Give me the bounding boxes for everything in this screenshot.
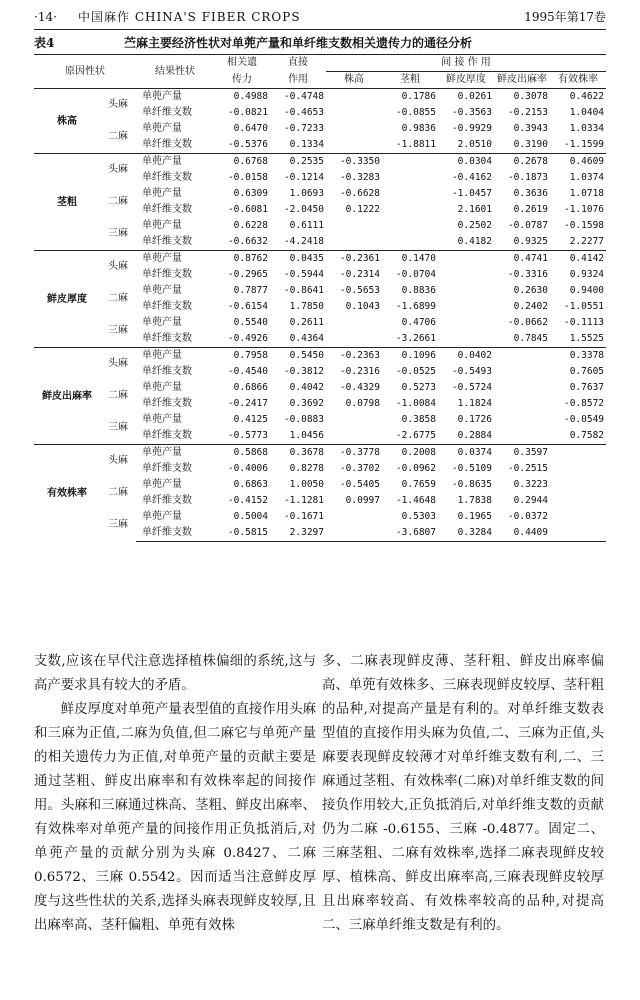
direct-value: 0.3692	[289, 398, 324, 409]
indirect-value: -0.3350	[326, 154, 382, 171]
indirect-value	[438, 251, 494, 268]
corr-value: 0.6863	[233, 479, 268, 490]
indirect-value: 0.3943	[513, 123, 548, 134]
indirect-value: -0.8572	[563, 398, 605, 409]
indirect-value: -1.0457	[451, 188, 492, 199]
indirect-value	[326, 137, 382, 154]
trait-label: 株高	[34, 89, 100, 154]
direct-value: 1.0693	[289, 188, 324, 199]
corr-value: 0.5868	[214, 445, 270, 462]
corr-value: -0.2417	[227, 398, 268, 409]
indirect-value: -0.2363	[326, 348, 382, 365]
header-corr-2: 传力	[214, 72, 270, 89]
indirect-value: 0.2619	[513, 204, 548, 215]
indirect-value: 1.0718	[569, 188, 605, 199]
result-trait: 单纤维支数	[142, 107, 192, 118]
result-trait: 单蔸产量	[142, 479, 182, 490]
indirect-value: 0.7582	[569, 430, 605, 441]
indirect-value: -0.6628	[339, 188, 380, 199]
indirect-value: 2.2277	[569, 236, 605, 247]
table-caption	[34, 34, 606, 52]
indirect-value: -0.0549	[563, 414, 605, 425]
indirect-value: -1.1076	[563, 204, 605, 215]
direct-value: -0.7233	[283, 123, 324, 134]
harvest-label: 二麻	[108, 293, 128, 304]
indirect-value	[438, 283, 494, 299]
indirect-value	[550, 461, 606, 477]
indirect-value: -0.2153	[507, 107, 548, 118]
indirect-value: -2.6775	[395, 430, 436, 441]
result-trait: 单纤维支数	[136, 525, 214, 542]
harvest-label: 头麻	[100, 89, 136, 122]
indirect-value	[326, 315, 382, 331]
indirect-value: 0.0304	[438, 154, 494, 171]
indirect-value: 0.3284	[438, 525, 494, 542]
harvest-label: 三麻	[108, 325, 128, 336]
path-analysis-table	[34, 54, 606, 542]
page-header	[34, 8, 606, 26]
direct-value: 0.0435	[270, 251, 326, 268]
indirect-value: 2.0510	[457, 139, 492, 150]
indirect-value	[326, 525, 382, 542]
indirect-value: -0.5109	[451, 463, 492, 474]
table-row	[34, 283, 606, 299]
indirect-value	[326, 89, 382, 106]
corr-value: 0.6228	[233, 220, 268, 231]
result-trait: 单蔸产量	[142, 414, 182, 425]
indirect-value: -0.5653	[339, 285, 380, 296]
direct-value: 0.5450	[270, 348, 326, 365]
indirect-value: 0.0798	[345, 398, 380, 409]
indirect-value	[550, 493, 606, 509]
indirect-value: 0.8836	[401, 285, 436, 296]
table-row	[34, 477, 606, 493]
trait-label: 鲜皮厚度	[34, 251, 100, 348]
header-direct: 直接	[270, 55, 326, 72]
indirect-value	[494, 364, 550, 380]
indirect-value	[550, 445, 606, 462]
harvest-label: 三麻	[108, 422, 128, 433]
indirect-value: 0.4409	[494, 525, 550, 542]
indirect-value: 0.0261	[438, 89, 494, 106]
indirect-value: 1.0374	[569, 172, 605, 183]
indirect-value: -0.2361	[326, 251, 382, 268]
table-row	[34, 380, 606, 396]
corr-value: -0.0821	[227, 107, 268, 118]
header-corr: 相关遗	[214, 55, 270, 72]
corr-value: 0.6866	[233, 382, 268, 393]
table-row	[34, 348, 606, 365]
result-trait: 单纤维支数	[142, 495, 192, 506]
corr-value: -0.6632	[227, 236, 268, 247]
indirect-value: -0.0662	[507, 317, 548, 328]
table-row	[34, 315, 606, 331]
text-column-right	[322, 650, 604, 938]
indirect-value: 0.2008	[382, 445, 438, 462]
header-direct-2: 作用	[270, 72, 326, 89]
direct-value: -1.1281	[283, 495, 324, 506]
indirect-value: -0.3778	[326, 445, 382, 462]
direct-value: -0.0883	[283, 414, 324, 425]
indirect-value	[382, 154, 438, 171]
result-trait: 单蔸产量	[136, 348, 214, 365]
header-sub: 鲜皮出麻率	[494, 72, 550, 89]
direct-value: 0.1334	[289, 139, 324, 150]
result-trait: 单蔸产量	[142, 188, 182, 199]
corr-value: -0.2965	[227, 269, 268, 280]
corr-value: -0.4006	[227, 463, 268, 474]
indirect-value: -1.0551	[563, 301, 605, 312]
indirect-value	[382, 234, 438, 251]
header-indirect: 间 接 作 用	[326, 55, 606, 72]
indirect-value: -1.1599	[563, 139, 605, 150]
corr-value: -0.5773	[227, 430, 268, 441]
harvest-label: 二麻	[108, 196, 128, 207]
indirect-value: 0.1965	[457, 511, 492, 522]
indirect-value: -0.5405	[339, 479, 380, 490]
indirect-value	[382, 218, 438, 234]
direct-value: -0.4748	[270, 89, 326, 106]
indirect-value: 0.1726	[457, 414, 492, 425]
indirect-value	[326, 509, 382, 525]
indirect-value	[382, 170, 438, 186]
indirect-value: 1.0334	[569, 123, 605, 134]
indirect-value: -0.0962	[395, 463, 436, 474]
indirect-value	[326, 218, 382, 234]
indirect-value: 0.2884	[457, 430, 492, 441]
indirect-value	[494, 348, 550, 365]
direct-value: 0.2611	[289, 317, 324, 328]
indirect-value: 1.1824	[457, 398, 492, 409]
harvest-label: 三麻	[108, 519, 128, 531]
indirect-value: 0.3858	[401, 414, 436, 425]
indirect-value: 0.1043	[345, 301, 380, 312]
journal-volume: 1995年第17卷	[524, 10, 606, 24]
indirect-value: 0.7845	[513, 333, 548, 344]
indirect-value	[438, 299, 494, 315]
direct-value: 1.0456	[289, 430, 324, 441]
corr-value: -0.5376	[227, 139, 268, 150]
indirect-value: 2.1601	[457, 204, 492, 215]
harvest-label: 二麻	[108, 131, 128, 142]
trait-label: 有效株率	[34, 445, 100, 542]
indirect-value: 0.2630	[513, 285, 548, 296]
corr-value: -0.4926	[227, 333, 268, 344]
result-trait: 单纤维支数	[142, 430, 192, 441]
direct-value: -0.5944	[283, 269, 324, 280]
indirect-value	[382, 202, 438, 218]
indirect-value: 0.4622	[550, 89, 606, 106]
result-trait: 单蔸产量	[142, 220, 182, 231]
indirect-value	[382, 186, 438, 202]
result-trait: 单纤维支数	[142, 204, 192, 215]
direct-value: -0.8641	[283, 285, 324, 296]
indirect-value: 0.4741	[494, 251, 550, 268]
result-trait: 单纤维支数	[142, 333, 192, 344]
header-sub: 有效株率	[550, 72, 606, 89]
indirect-value: 0.3078	[494, 89, 550, 106]
indirect-value: -0.1598	[563, 220, 605, 231]
indirect-value	[494, 428, 550, 445]
table-number: 表4	[34, 36, 55, 50]
result-trait: 单蔸产量	[142, 123, 182, 134]
indirect-value: 0.9836	[401, 123, 436, 134]
table-row	[34, 218, 606, 234]
indirect-value: -0.2515	[507, 463, 548, 474]
indirect-value: 0.3636	[513, 188, 548, 199]
indirect-value	[550, 525, 606, 542]
indirect-value: -0.3283	[339, 172, 380, 183]
indirect-value: -0.3563	[451, 107, 492, 118]
indirect-value	[326, 331, 382, 348]
indirect-value: -1.6899	[395, 301, 436, 312]
indirect-value: 0.0374	[438, 445, 494, 462]
result-trait: 单纤维支数	[142, 398, 192, 409]
indirect-value	[550, 477, 606, 493]
indirect-value: 0.1470	[382, 251, 438, 268]
trait-label: 茎粗	[34, 154, 100, 251]
indirect-value: -0.4162	[451, 172, 492, 183]
result-trait: 单蔸产量	[136, 445, 214, 462]
indirect-value: -3.2661	[395, 333, 436, 344]
corr-value: -0.6081	[227, 204, 268, 215]
result-trait: 单纤维支数	[142, 301, 192, 312]
direct-value: 0.6111	[289, 220, 324, 231]
corr-value: 0.5540	[233, 317, 268, 328]
indirect-value: -0.0525	[395, 366, 436, 377]
indirect-value: 0.9324	[569, 269, 605, 280]
indirect-value: 0.0402	[438, 348, 494, 365]
indirect-value	[494, 412, 550, 428]
direct-value: -0.4653	[283, 107, 324, 118]
table-row	[34, 251, 606, 268]
corr-value: 0.6309	[233, 188, 268, 199]
indirect-value	[438, 315, 494, 331]
indirect-value: -0.8635	[451, 479, 492, 490]
result-trait: 单蔸产量	[142, 285, 182, 296]
result-trait: 单纤维支数	[142, 463, 192, 474]
indirect-value: 0.3378	[550, 348, 606, 365]
direct-value: 0.4364	[289, 333, 324, 344]
indirect-value: 0.7659	[401, 479, 436, 490]
result-trait: 单纤维支数	[142, 139, 192, 150]
direct-value: -0.3812	[283, 366, 324, 377]
indirect-value: 0.1222	[345, 204, 380, 215]
header-rule	[34, 29, 606, 30]
result-trait: 单蔸产量	[136, 154, 214, 171]
indirect-value: 1.7838	[457, 495, 492, 506]
indirect-value: -1.4648	[395, 495, 436, 506]
indirect-value: 0.4182	[457, 236, 492, 247]
indirect-value: 0.3223	[513, 479, 548, 490]
indirect-value: -0.0704	[395, 269, 436, 280]
result-trait: 单蔸产量	[142, 511, 182, 522]
indirect-value: 0.4609	[550, 154, 606, 171]
indirect-value: 0.3597	[494, 445, 550, 462]
corr-value: 0.4988	[214, 89, 270, 106]
indirect-value: 0.5273	[401, 382, 436, 393]
indirect-value: -0.5724	[451, 382, 492, 393]
direct-value: 2.3297	[270, 525, 326, 542]
text-column-left	[34, 650, 316, 938]
table-row	[34, 412, 606, 428]
table-row	[34, 445, 606, 462]
indirect-value: -0.1113	[563, 317, 605, 328]
indirect-value: -1.0084	[395, 398, 436, 409]
direct-value: -2.0450	[283, 204, 324, 215]
indirect-value	[550, 509, 606, 525]
indirect-value: 0.3190	[513, 139, 548, 150]
indirect-value: -0.0855	[395, 107, 436, 118]
direct-value: 1.7850	[289, 301, 324, 312]
indirect-value: 0.1786	[382, 89, 438, 106]
indirect-value: -0.0787	[507, 220, 548, 231]
indirect-value	[326, 234, 382, 251]
corr-value: -0.5815	[214, 525, 270, 542]
result-trait: 单纤维支数	[142, 172, 192, 183]
direct-value: 1.0050	[289, 479, 324, 490]
indirect-value: 0.2402	[513, 301, 548, 312]
paragraph: 多、二麻表现鲜皮薄、茎秆粗、鲜皮出麻率偏高、单蔸有效株多、三麻表现鲜皮较厚、茎秆粗的品种,对提高产量是有利的。对单纤维支数表型值的直接作用头麻为负值,二、三麻为正值,头麻要表现鲜皮较薄才对单纤维支数有利,二、三麻通过茎粗、有效株率(二麻)对单纤维支数的间接负作用较大,正负抵消后,对单纤维支数的贡献仍为二麻 -0.6155、三麻 -0.4877。固定二、三麻茎粗、二麻有效株率,选择二麻表现鲜皮较厚、植株高、鲜皮出麻率高,三麻表现鲜皮较厚且出麻率较高、有效株率较高的品种,对提高二、三麻单纤维支数是有利的。	[322, 654, 604, 933]
header-cause: 原因性状	[34, 55, 136, 89]
table-row	[34, 509, 606, 525]
indirect-value: 0.1096	[382, 348, 438, 365]
indirect-value: 0.2678	[494, 154, 550, 171]
indirect-value: 0.4706	[401, 317, 436, 328]
direct-value: -0.1671	[283, 511, 324, 522]
corr-value: 0.6470	[233, 123, 268, 134]
indirect-value: 0.2502	[457, 220, 492, 231]
indirect-value: 0.7637	[569, 382, 605, 393]
corr-value: 0.6768	[214, 154, 270, 171]
indirect-value: -0.0372	[507, 511, 548, 522]
header-result: 结果性状	[136, 55, 214, 89]
result-trait: 单蔸产量	[136, 251, 214, 268]
indirect-value: -0.2314	[339, 269, 380, 280]
indirect-value: 0.5303	[401, 511, 436, 522]
indirect-value: 1.5525	[569, 333, 605, 344]
result-trait: 单纤维支数	[142, 269, 192, 280]
corr-value: 0.7958	[214, 348, 270, 365]
indirect-value: -0.4329	[339, 382, 380, 393]
corr-value: 0.5004	[233, 511, 268, 522]
indirect-value: -0.9929	[451, 123, 492, 134]
result-trait: 单蔸产量	[136, 89, 214, 106]
header-sub: 茎粗	[382, 72, 438, 89]
header-sub: 株高	[326, 72, 382, 89]
indirect-value: -0.1873	[507, 172, 548, 183]
indirect-value: -0.5493	[451, 366, 492, 377]
indirect-value: -0.2316	[339, 366, 380, 377]
harvest-label: 头麻	[100, 348, 136, 381]
trait-label: 鲜皮出麻率	[34, 348, 100, 445]
harvest-label: 头麻	[100, 445, 136, 478]
indirect-value: 0.2944	[513, 495, 548, 506]
corr-value: 0.7877	[233, 285, 268, 296]
corr-value: -0.4540	[227, 366, 268, 377]
indirect-value: -3.6807	[382, 525, 438, 542]
indirect-value: 1.0404	[569, 107, 605, 118]
indirect-value: -0.3316	[507, 269, 548, 280]
header-sub: 鲜皮厚度	[438, 72, 494, 89]
indirect-value	[494, 380, 550, 396]
table-row	[34, 89, 606, 106]
direct-value: 0.4042	[289, 382, 324, 393]
table-row	[34, 154, 606, 171]
indirect-value	[326, 412, 382, 428]
indirect-value	[326, 121, 382, 137]
indirect-value: 0.9400	[569, 285, 605, 296]
indirect-value: 0.7605	[569, 366, 605, 377]
table-row	[34, 121, 606, 137]
indirect-value	[438, 267, 494, 283]
harvest-label: 头麻	[100, 251, 136, 284]
indirect-value: -0.3702	[339, 463, 380, 474]
direct-value: -0.1214	[283, 172, 324, 183]
indirect-value: 0.4142	[550, 251, 606, 268]
corr-value: -0.6154	[227, 301, 268, 312]
harvest-label: 三麻	[108, 228, 128, 239]
direct-value: -4.2418	[283, 236, 324, 247]
table-body	[34, 89, 606, 542]
indirect-value	[326, 105, 382, 121]
indirect-value	[494, 396, 550, 412]
result-trait: 单纤维支数	[142, 366, 192, 377]
table-header-row	[34, 55, 606, 72]
journal-name: 中国麻作 CHINA'S FIBER CROPS	[78, 10, 301, 24]
indirect-value: -1.8811	[395, 139, 436, 150]
corr-value: -0.4152	[227, 495, 268, 506]
result-trait: 单蔸产量	[142, 317, 182, 328]
table-title: 苎麻主要经济性状对单蔸产量和单纤维支数相关遗传力的通径分析	[124, 36, 473, 50]
indirect-value	[438, 331, 494, 348]
indirect-value: 0.9325	[513, 236, 548, 247]
table-row	[34, 186, 606, 202]
result-trait: 单蔸产量	[142, 382, 182, 393]
harvest-label: 头麻	[100, 154, 136, 187]
indirect-value	[326, 428, 382, 445]
result-trait: 单纤维支数	[142, 236, 192, 247]
direct-value: 0.3678	[270, 445, 326, 462]
harvest-label: 二麻	[108, 487, 128, 498]
corr-value: -0.0158	[227, 172, 268, 183]
page-number: ·14·	[34, 10, 57, 24]
direct-value: 0.2535	[270, 154, 326, 171]
harvest-label: 二麻	[108, 390, 128, 401]
indirect-value: 0.0997	[345, 495, 380, 506]
corr-value: 0.4125	[233, 414, 268, 425]
paragraph: 支数,应该在早代注意选择植株偏细的系统,这与高产要求具有较大的矛盾。	[34, 654, 316, 693]
direct-value: 0.8278	[289, 463, 324, 474]
corr-value: 0.8762	[214, 251, 270, 268]
paragraph: 鲜皮厚度对单蔸产量表型值的直接作用头麻和三麻为正值,二麻为负值,但二麻它与单蔸产量的相关遗传力为正值,对单蔸产量的贡献主要是通过茎粗、鲜皮出麻率和有效株率起的间接作用。头麻和三麻通过株高、茎粗、鲜皮出麻率、有效株率对单蔸产量的间接作用正负抵消后,对单蔸产量的贡献分别为头麻 0.8427、二麻 0.6572、三麻 0.5542。因而适当注意鲜皮厚度与这些性状的关系,选择头麻表现鲜皮较厚,且出麻率高、茎秆偏粗、单蔸有效株	[34, 702, 316, 933]
